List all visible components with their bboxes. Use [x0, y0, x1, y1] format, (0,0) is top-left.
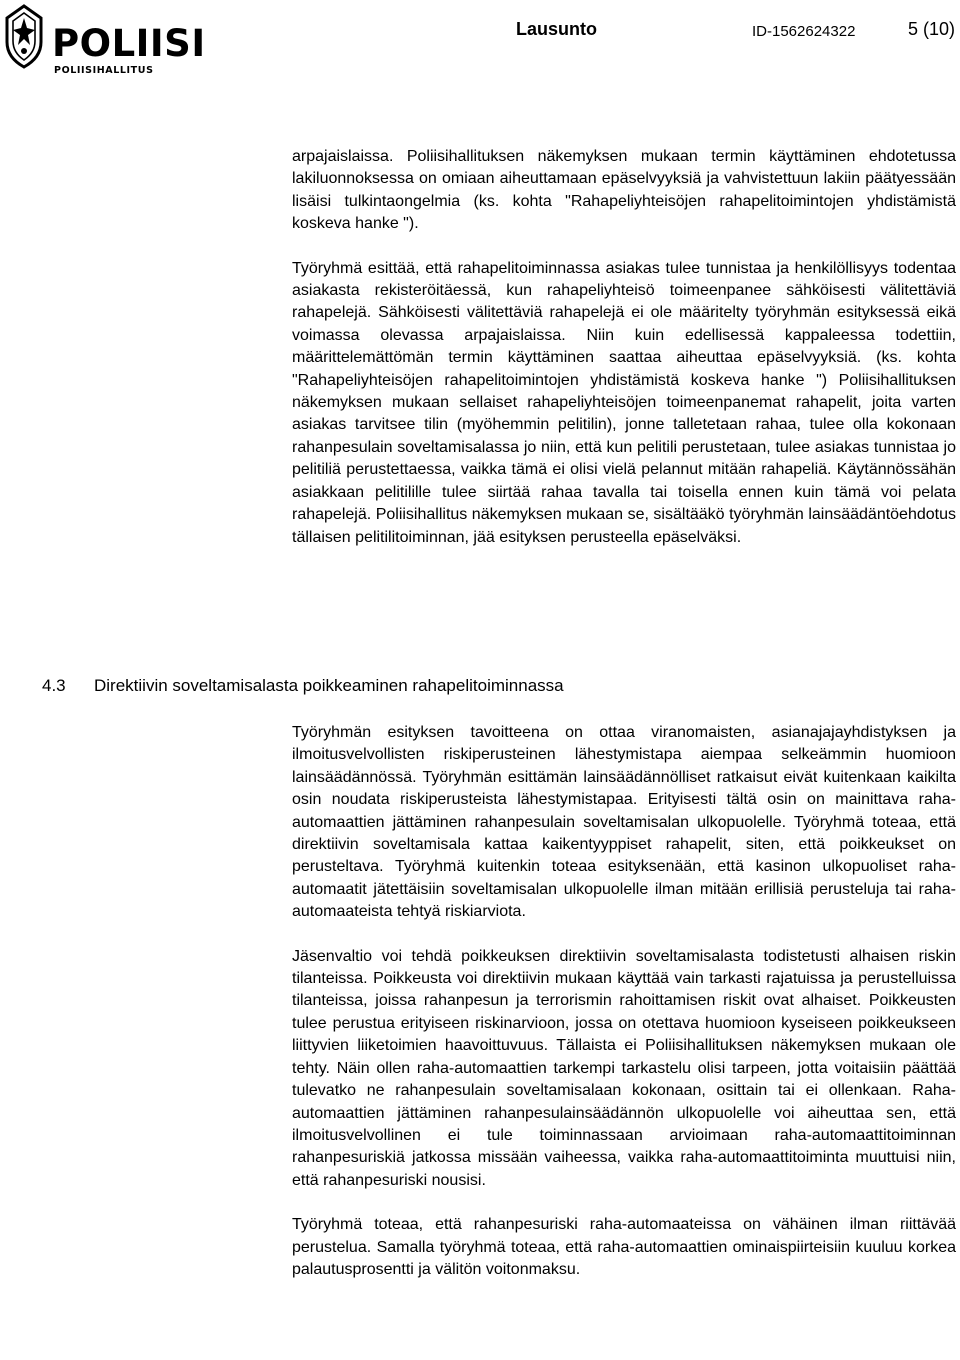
poliisi-logo — [2, 4, 206, 76]
section-heading — [42, 674, 564, 698]
logo-subtitle: POLIISIHALLITUS — [54, 65, 154, 76]
paragraph-section-1: Työryhmän esityksen tavoitteena on ottaa viranomaisten, asianajajayhdistyksen ja ilmoitusvelvollisten riskiperusteinen lähestymistapa aiempaa selkeämmin huomioon lainsäädännössä. Työryhmän esittämän lainsäädännölliset ratkaisut eivät kuitenkaan kaikilta osin noudata riskiperusteista lähestymistapaa. Erityisesti tältä osin on mainittava raha-automaattien jättäminen rahanpesulain soveltamisalan ulkopuolelle. Työryhmä toteaa, että direktiivin soveltamisala kattaa kaikentyyppiset rahapelit, siten, että poikkeukset on perusteltava. Työryhmä kuitenkin toteaa esityksenään, että kasinon ulkopuoliset raha-automaatit jätettäisiin soveltamisalan ulkopuolelle ilman mitään erillisiä perusteluja tai raha-automaateista tehtyä riskiarviota. — [292, 724, 956, 921]
logo-wordmark: POLIISI — [52, 22, 206, 65]
page-number: 5 (10) — [908, 19, 956, 39]
paragraph-section-3: Työryhmä toteaa, että rahanpesuriski raha-automaateissa on vähäinen ilman riittävää perustelua. Samalla työryhmä toteaa, että raha-automaattien ominaispiirteisiin kuuluu korkea palautusprosentti ja välitön voitonmaksu. — [292, 1216, 956, 1278]
paragraph-section-2: Jäsenvaltio voi tehdä poikkeuksen direktiivin soveltamisalasta todistetusti alhaisen riskin tilanteissa. Poikkeusta voi direktiivin mukaan käyttää vain tarkasti rajatuissa ja perustelluissa tilanteissa, joissa rahanpesun ja terrorismin rahoittamisen riskit ovat alhaiset. Poikkeusten tulee perustua erityiseen riskinarvioon, jossa on otettava huomioon kyseiseen poikkeukseen liittyvien liiketoimien haavoittuvuus. Tällaista ei Poliisihallituksen näkemyksen mukaan ole tehty. Näin ollen raha-automaattien tarkempi tarkastelu olisi tarpeen, jotta voitaisiin päättää tulevatko ne rahanpesulain soveltamisalaan kokonaan, osittain tai ei ollenkaan. Raha-automaattien jättäminen rahanpesulainsäädännön ulkopuolelle voi aiheuttaa sen, että ilmoitusvelvollinen ei tule toiminnassaan arvioimaan raha-automaattitoiminnan rahanpesuriskiä jatkossa missään vaiheessa, vaikka raha-automaattitoiminta muuttuisi niin, että rahanpesuriski nousisi. — [292, 947, 956, 1189]
section-number: 4.3 — [42, 676, 66, 695]
section-title: Direktiivin soveltamisalasta poikkeaminen rahapelitoiminnassa — [94, 676, 564, 695]
body-section — [292, 722, 956, 1303]
body-top — [292, 146, 956, 571]
paragraph-identification: Työryhmä esittää, että rahapelitoiminnassa asiakas tulee tunnistaa ja henkilöllisyys todentaa asiakasta rekisteröitäessä, kun rahapeliyhteisö toimeenpanee sähköisesti välitettäviä rahapelejä. Sähköisesti välitettäviä rahapelejä ei ole määritelty työryhmän esityksessä eikä voimassa olevassa arpajaislaissa. Niin kuin edellisessä kappaleessa todettiin, määrittelemättömän termin käyttäminen saattaa aiheuttaa epäselvyyksiä. (ks. kohta "Rahapeliyhteisöjen rahapelitoimintojen yhdistämistä koskeva hanke ") Poliisihallituksen näkemyksen mukaan sellaiset rahapeliyhteisöjen toimeenpanemat rahapelit, joita varten asiakas tarvitsee tilin (myöhemmin pelitilin), jonne talletetaan rahaa, tulee olla kokonaan rahanpesulain soveltamisalassa jo niin, että kun pelitili perustetaan, tulee asiakas tunnistaa jo pelitiliä perustettaessa, vaikka tämä ei olisi vielä pelannut mitään rahapeliä. Käytännössähän asiakkaan pelitilille tulee siirtää rahaa tavalla tai toisella ennen kuin tämä voi pelata rahapelejä. Poliisihallitus näkemyksen mukaan se, sisältääkö työryhmän lainsäädäntöehdotus tällaisen pelitilitoiminnan, jää esityksen perusteella epäselväksi. — [292, 259, 956, 546]
paragraph-continued: arpajaislaissa. Poliisihallituksen näkemyksen mukaan termin käyttäminen ehdotetussa lakiluonnoksessa on omiaan aiheuttamaan epäselvyyksiä ja vahvistettuun lakiin päätyessään lisäisi tulkintaongelmia (ks. kohta "Rahapeliyhteisöjen rahapelitoimintojen yhdistämistä koskeva hanke "). — [292, 148, 956, 233]
police-emblem-icon — [2, 4, 46, 70]
document-id: ID-1562624322 — [752, 23, 856, 40]
document-type: Lausunto — [516, 19, 597, 39]
